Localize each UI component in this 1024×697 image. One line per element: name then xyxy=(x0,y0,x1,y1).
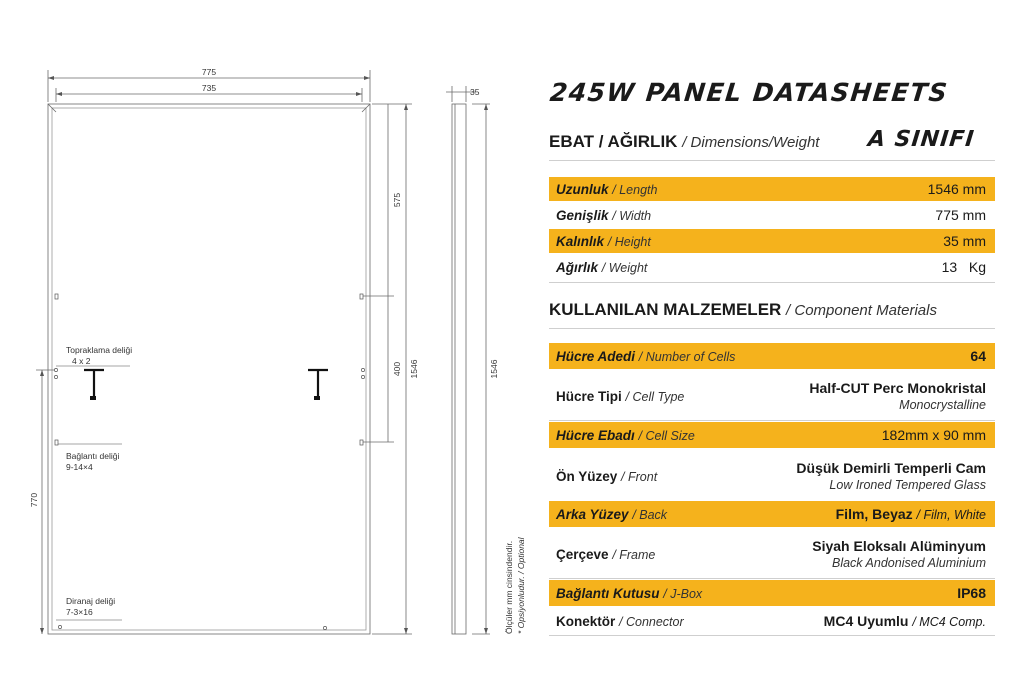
dim-row-height xyxy=(549,229,995,253)
divider xyxy=(549,635,995,636)
note-units: Ölçüler mm cinsindendir. xyxy=(504,540,514,634)
row-label xyxy=(549,469,657,484)
row-label xyxy=(549,614,684,629)
dim-text-35: 35 xyxy=(470,87,480,97)
row-label xyxy=(549,507,667,522)
grounding-hole-label: Topraklama deliği xyxy=(66,345,133,355)
row-label-tr: Bağlantı Kutusu xyxy=(556,585,660,601)
row-label xyxy=(549,182,657,197)
row-value xyxy=(824,613,995,629)
row-value: 35 mm xyxy=(943,233,986,249)
row-value-main: IP68 xyxy=(957,585,986,601)
row-label-tr: Konektör xyxy=(556,613,616,629)
row-label-en: / Width xyxy=(612,208,652,223)
mat-row-connector xyxy=(549,608,995,634)
row-value-sub: Black Andonised Aluminium xyxy=(831,556,986,570)
row-label-en: / Cell Type xyxy=(625,389,685,404)
row-label xyxy=(549,389,684,404)
mat-row-front xyxy=(549,453,995,499)
row-label-en: / Height xyxy=(607,234,651,249)
row-value: 775 mm xyxy=(935,207,986,223)
dim-row-width xyxy=(549,203,995,227)
row-value: 13 Kg xyxy=(941,259,986,275)
mat-row-cells xyxy=(549,343,995,369)
row-value xyxy=(836,506,995,522)
drain-hole-value: 7-3×16 xyxy=(66,607,93,617)
dimensions-heading-tr: EBAT / AĞIRLIK xyxy=(549,132,678,151)
dim-text-770: 770 xyxy=(29,492,39,508)
row-label-en: / Connector xyxy=(619,614,684,629)
dimensions-heading-en: / Dimensions/Weight xyxy=(682,134,820,151)
dim-text-400: 400 xyxy=(392,361,402,377)
row-label-en: / Front xyxy=(621,469,658,484)
row-label xyxy=(549,428,695,443)
row-value-sub: Monocrystalline xyxy=(899,398,986,412)
mounting-hole-right-bottom xyxy=(360,440,363,445)
junction-box-right xyxy=(308,370,328,400)
divider xyxy=(549,328,995,329)
datasheet-title: 245W PANEL DATASHEETS xyxy=(548,78,950,107)
row-value xyxy=(796,460,995,492)
row-label-en: / Cell Size xyxy=(638,428,695,443)
row-value: 1546 mm xyxy=(927,181,986,197)
mounting-hole-left-top xyxy=(55,294,58,299)
materials-heading xyxy=(549,300,937,320)
row-value xyxy=(809,380,995,412)
row-label-en: / J-Box xyxy=(663,586,703,601)
dim-text-575: 575 xyxy=(392,192,402,208)
row-label-tr: Genişlik xyxy=(556,207,609,223)
dim-text-775: 775 xyxy=(201,67,217,77)
row-label-en: / Back xyxy=(632,507,668,522)
row-label-en: / Weight xyxy=(601,260,648,275)
row-value-main: Düşük Demirli Temperli Cam xyxy=(796,460,986,476)
row-label-tr: Arka Yüzey xyxy=(556,506,629,522)
divider xyxy=(549,282,995,283)
row-label-en: / Number of Cells xyxy=(638,349,736,364)
dim-row-length xyxy=(549,177,995,201)
row-value xyxy=(970,348,995,364)
row-label xyxy=(549,547,655,562)
row-label-tr: Hücre Adedi xyxy=(556,348,636,364)
divider xyxy=(549,578,995,579)
dim-text-side-1546: 1546 xyxy=(489,359,499,379)
row-label xyxy=(549,208,651,223)
row-value-main: Half-CUT Perc Monokristal xyxy=(809,380,986,396)
row-label-en: / Length xyxy=(612,182,658,197)
mat-row-cell-type xyxy=(549,373,995,419)
row-value-en: / MC4 Comp. xyxy=(912,615,986,629)
row-label-tr: Uzunluk xyxy=(556,181,609,197)
materials-heading-en: / Component Materials xyxy=(786,302,937,319)
mat-row-back xyxy=(549,501,995,527)
row-value-main: Film, Beyaz xyxy=(835,506,913,522)
row-value: 182mm x 90 mm xyxy=(881,427,986,443)
note-optional: * Opsiyonludur. / Optional xyxy=(516,537,526,634)
mounting-hole-left-bottom xyxy=(55,440,58,445)
mat-row-frame xyxy=(549,531,995,577)
row-label-tr: Hücre Ebadı xyxy=(556,427,635,443)
row-value-main: 64 xyxy=(970,348,986,364)
panel-side-view xyxy=(452,104,466,634)
divider xyxy=(549,160,995,161)
mounting-hole-right-top xyxy=(360,294,363,299)
row-value-main: MC4 Uyumlu xyxy=(823,613,909,629)
row-label-en: / Frame xyxy=(612,547,656,562)
row-value-main: Siyah Eloksalı Alüminyum xyxy=(812,538,986,554)
row-value-en: / Film, White xyxy=(916,508,986,522)
mounting-hole-label: Bağlantı deliği xyxy=(66,451,120,461)
mounting-hole-value: 9-14×4 xyxy=(66,462,93,472)
row-value xyxy=(812,538,995,570)
grounding-hole xyxy=(54,368,57,371)
mat-row-jbox xyxy=(549,580,995,606)
row-label xyxy=(549,586,702,601)
row-label-tr: Ağırlık xyxy=(556,259,599,275)
dimensions-heading xyxy=(549,132,819,152)
drain-hole xyxy=(58,625,61,628)
row-label xyxy=(549,234,651,249)
grounding-hole-value: 4 x 2 xyxy=(72,356,91,366)
row-label xyxy=(549,260,647,275)
dim-text-735: 735 xyxy=(201,83,217,93)
grade-label: A SINIFI xyxy=(866,127,976,152)
junction-box-left xyxy=(84,370,104,400)
row-label-tr: Hücre Tipi xyxy=(556,388,622,404)
mat-row-cell-size xyxy=(549,422,995,448)
row-label-tr: Kalınlık xyxy=(556,233,605,249)
row-label xyxy=(549,349,735,364)
dim-text-1546: 1546 xyxy=(409,359,419,379)
row-value xyxy=(957,585,995,601)
row-label-tr: Ön Yüzey xyxy=(556,468,618,484)
drain-hole-label: Diranaj deliği xyxy=(66,596,116,606)
row-value-sub: Low Ironed Tempered Glass xyxy=(829,478,986,492)
materials-heading-tr: KULLANILAN MALZEMELER xyxy=(549,300,782,319)
divider xyxy=(549,420,995,421)
row-label-tr: Çerçeve xyxy=(556,546,609,562)
dim-row-weight xyxy=(549,255,995,279)
